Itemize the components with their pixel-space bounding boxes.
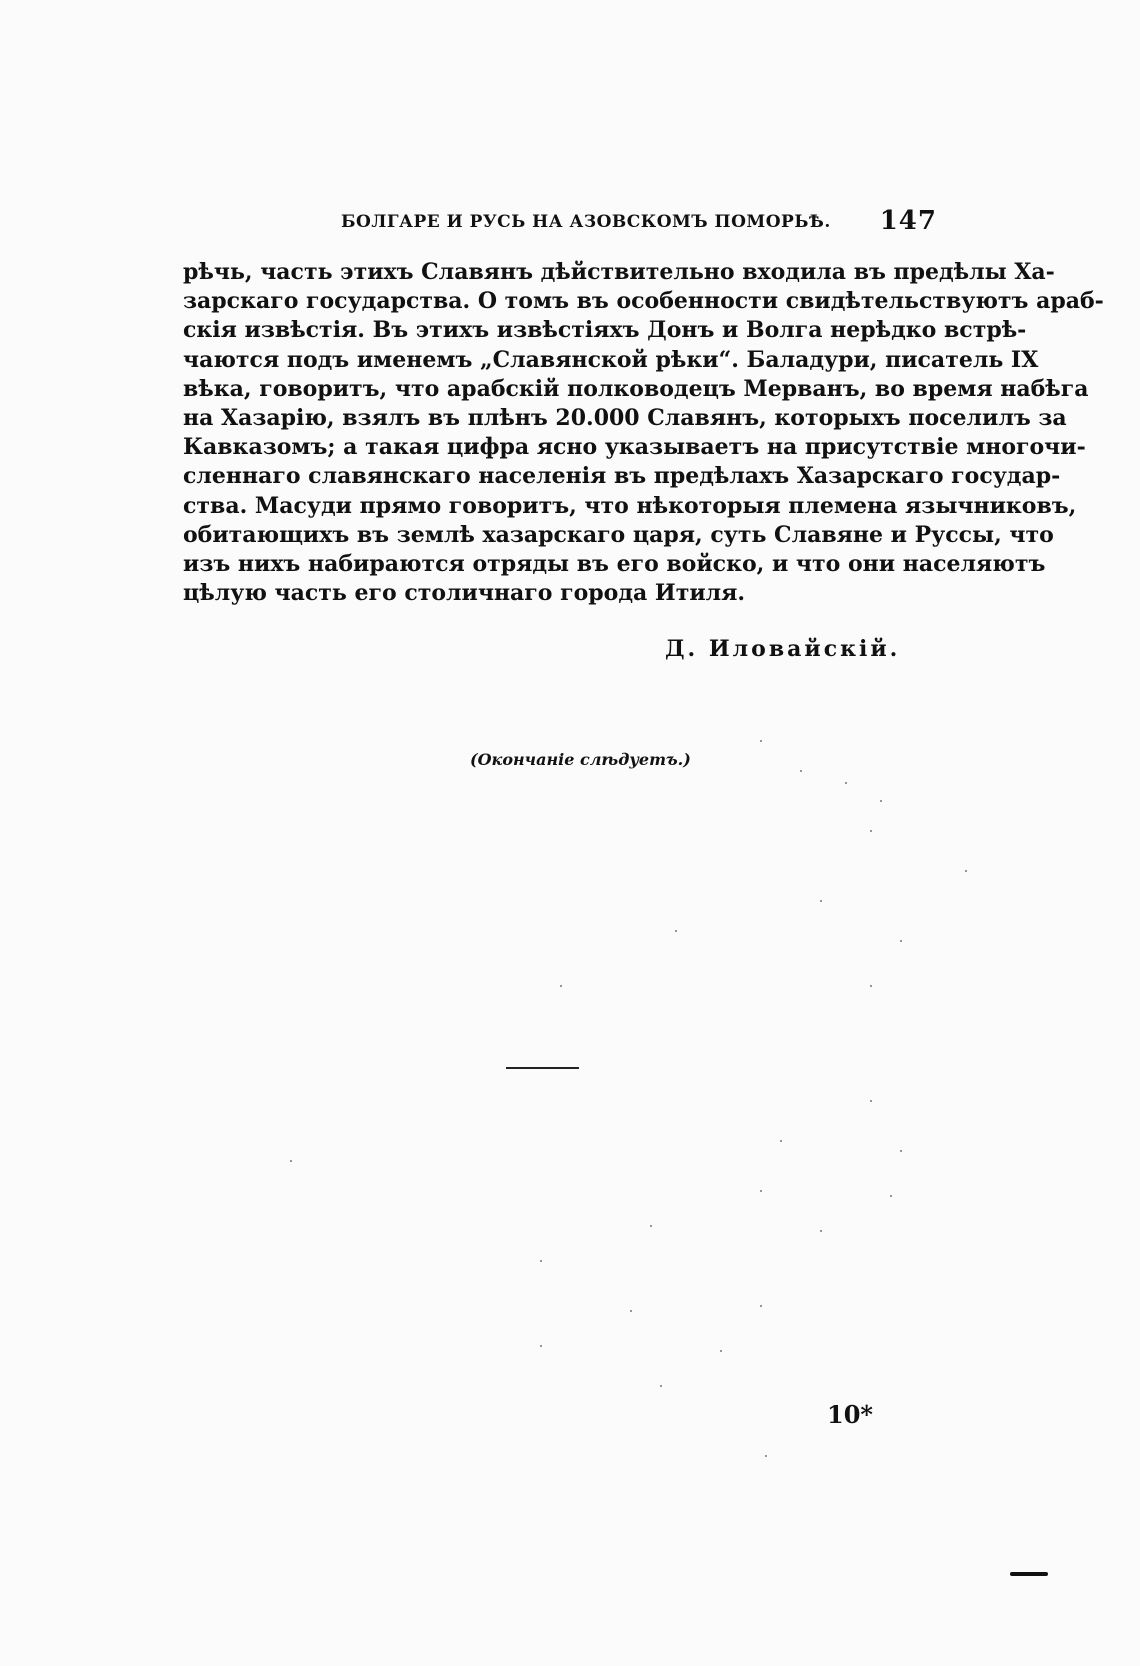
continuation-note: (Окончаніе слѣдуетъ.) bbox=[470, 750, 691, 769]
body-line: цѣлую часть его столичнаго города Итиля. bbox=[183, 580, 746, 607]
body-line: изъ нихъ набираются отряды въ его войско, и что они населяютъ bbox=[183, 551, 1046, 578]
printer-signature-mark: 10* bbox=[827, 1400, 873, 1429]
page-number: 147 bbox=[879, 206, 937, 236]
section-divider bbox=[506, 1067, 579, 1069]
body-line: обитающихъ въ землѣ хазарскаго царя, суть Славяне и Руссы, что bbox=[183, 521, 1054, 548]
body-line: вѣка, говоритъ, что арабскій полководецъ Мерванъ, во время набѣга bbox=[183, 375, 1089, 402]
running-head bbox=[181, 206, 941, 240]
author-signature: Д. Иловайскій. bbox=[665, 636, 901, 662]
scan-edge-mark bbox=[1010, 1572, 1048, 1576]
body-line: чаются подъ именемъ „Славянской рѣки“. Баладури, писатель IX bbox=[183, 346, 1039, 373]
body-line: Кавказомъ; а такая цифра ясно указываетъ на присутствіе многочи- bbox=[183, 434, 1086, 461]
body-line: на Хазарію, взялъ въ плѣнъ 20.000 Славянъ, которыхъ поселилъ за bbox=[183, 405, 1067, 432]
body-line: скія извѣстія. Въ этихъ извѣстіяхъ Донъ и Волга нерѣдко встрѣ- bbox=[183, 317, 1027, 344]
body-line: ства. Масуди прямо говоритъ, что нѣкоторыя племена язычниковъ, bbox=[183, 492, 1077, 519]
body-paragraph bbox=[183, 258, 1104, 608]
body-line: зарскаго государства. О томъ въ особенности свидѣтельствуютъ араб- bbox=[183, 288, 1104, 315]
body-line: сленнаго славянскаго населенія въ предѣлахъ Хазарскаго государ- bbox=[183, 463, 1061, 490]
running-title: БОЛГАРЕ И РУСЬ НА АЗОВСКОМЪ ПОМОРЬѢ. bbox=[341, 212, 831, 232]
body-line: рѣчь, часть этихъ Славянъ дѣйствительно входила въ предѣлы Ха- bbox=[183, 259, 1055, 285]
